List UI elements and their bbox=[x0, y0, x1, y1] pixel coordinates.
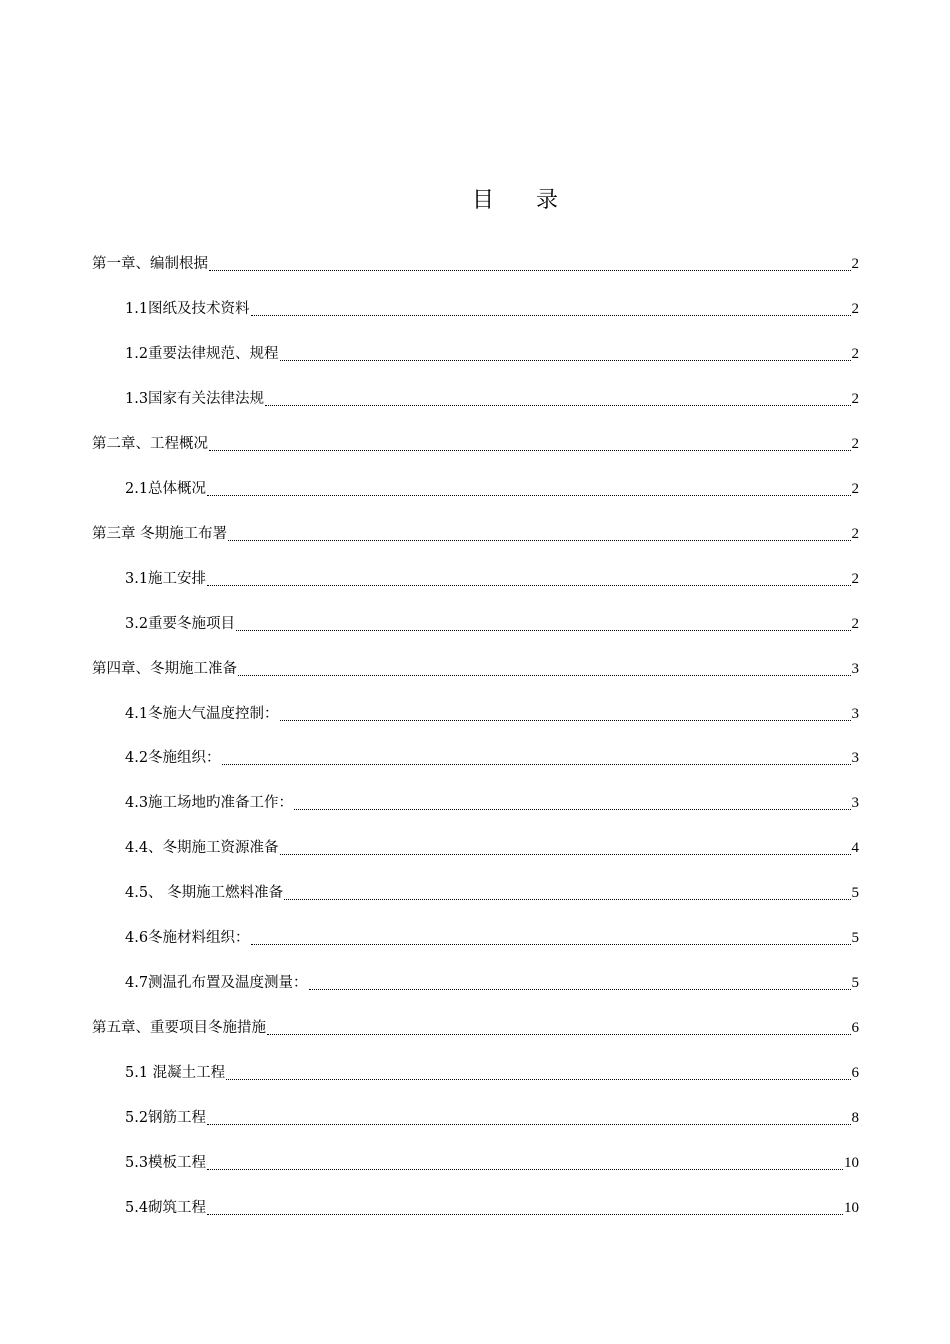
toc-entry-label: 2.1总体概况 bbox=[125, 480, 207, 497]
toc-dot-leader bbox=[207, 1169, 843, 1170]
toc-entry-label: 第一章、编制根据 bbox=[92, 256, 208, 272]
toc-entry-page-number: 3 bbox=[851, 795, 859, 812]
toc-entry-page-number: 3 bbox=[851, 750, 859, 767]
toc-dot-leader bbox=[209, 450, 851, 451]
toc-entry-page-number: 2 bbox=[851, 480, 859, 497]
toc-entry[interactable] bbox=[125, 1195, 859, 1221]
toc-entry-label: 第四章、冬期施工准备 bbox=[92, 660, 237, 677]
toc-entry-page-number: 5 bbox=[851, 930, 859, 947]
toc-entry-page-number: 5 bbox=[851, 885, 859, 902]
toc-entry-label: 1.3国家有关法律法规 bbox=[125, 390, 265, 407]
toc-entry[interactable] bbox=[92, 656, 859, 682]
toc-dot-leader bbox=[207, 495, 850, 496]
toc-entry[interactable] bbox=[125, 1150, 859, 1176]
toc-entry-label: 4.4、冬期施工资源准备 bbox=[125, 840, 279, 857]
toc-dot-leader bbox=[265, 405, 850, 406]
toc-entry-label: 4.5、 冬期施工燃料准备 bbox=[125, 885, 284, 902]
toc-entry[interactable] bbox=[92, 251, 859, 277]
toc-dot-leader bbox=[294, 809, 850, 810]
toc-entry-page-number: 2 bbox=[851, 570, 859, 587]
toc-dot-leader bbox=[236, 630, 850, 631]
toc-entry-page-number: 2 bbox=[851, 615, 859, 632]
toc-entry[interactable] bbox=[125, 745, 859, 771]
toc-entry-label: 1.2重要法律规范、规程 bbox=[125, 345, 279, 362]
toc-dot-leader bbox=[207, 1214, 843, 1215]
toc-dot-leader bbox=[207, 585, 850, 586]
toc-entry-label: 5.1 混凝土工程 bbox=[125, 1065, 226, 1082]
toc-dot-leader bbox=[280, 854, 851, 855]
toc-entry[interactable] bbox=[125, 835, 859, 861]
toc-entry[interactable] bbox=[92, 521, 859, 547]
toc-entry-label: 4.6冬施材料组织： bbox=[125, 930, 250, 947]
toc-entry[interactable] bbox=[125, 701, 859, 727]
toc-entry[interactable] bbox=[125, 790, 859, 816]
toc-entry[interactable] bbox=[125, 925, 859, 951]
toc-entry-page-number: 2 bbox=[851, 435, 859, 452]
toc-dot-leader bbox=[267, 1034, 851, 1035]
toc-entry-page-number: 8 bbox=[851, 1110, 859, 1127]
toc-entry-label: 5.4砌筑工程 bbox=[125, 1199, 207, 1216]
toc-entry[interactable] bbox=[125, 566, 859, 592]
toc-dot-leader bbox=[280, 360, 851, 361]
toc-entry-page-number: 2 bbox=[851, 345, 859, 362]
toc-entry-label: 1.1图纸及技术资料 bbox=[125, 300, 250, 317]
toc-entry-page-number: 10 bbox=[844, 1199, 859, 1216]
toc-entry-page-number: 2 bbox=[851, 525, 859, 542]
toc-entry-label: 3.1施工安排 bbox=[125, 570, 207, 587]
toc-dot-leader bbox=[222, 764, 851, 765]
toc-dot-leader bbox=[226, 1079, 850, 1080]
toc-entry-label: 4.7测温孔布置及温度测量： bbox=[125, 975, 308, 992]
toc-entry-page-number: 4 bbox=[851, 840, 859, 857]
toc-dot-leader bbox=[280, 720, 851, 721]
toc-dot-leader bbox=[238, 675, 851, 676]
toc-entry-page-number: 2 bbox=[851, 256, 859, 272]
toc-title bbox=[0, 183, 950, 214]
toc-entry-label: 4.1冬施大气温度控制： bbox=[125, 705, 279, 722]
toc-entry[interactable] bbox=[125, 1060, 859, 1086]
toc-entry-label: 第二章、工程概况 bbox=[92, 435, 208, 452]
toc-dot-leader bbox=[284, 899, 850, 900]
toc-entry[interactable] bbox=[125, 1105, 859, 1131]
toc-dot-leader bbox=[251, 944, 851, 945]
toc-dot-leader bbox=[207, 1124, 850, 1125]
toc-entry-label: 5.3模板工程 bbox=[125, 1155, 207, 1171]
toc-entry-page-number: 5 bbox=[851, 975, 859, 992]
toc-entry[interactable] bbox=[125, 611, 859, 637]
toc-entry[interactable] bbox=[92, 431, 859, 457]
toc-entry-page-number: 2 bbox=[851, 390, 859, 407]
toc-entry-page-number: 3 bbox=[851, 660, 859, 677]
toc-entry-label: 3.2重要冬施项目 bbox=[125, 615, 236, 632]
toc-title-char-2: 录 bbox=[536, 188, 559, 213]
toc-entry[interactable] bbox=[125, 970, 859, 996]
toc-entry-label: 4.2冬施组织： bbox=[125, 750, 221, 767]
toc-dot-leader bbox=[251, 315, 851, 316]
toc-entry-page-number: 3 bbox=[851, 705, 859, 722]
toc-entry[interactable] bbox=[125, 386, 859, 412]
toc-entry[interactable] bbox=[125, 341, 859, 367]
toc-entry-page-number: 6 bbox=[851, 1065, 859, 1082]
toc-entry-label: 5.2钢筋工程 bbox=[125, 1110, 207, 1127]
toc-entry-page-number: 10 bbox=[844, 1155, 859, 1171]
toc-dot-leader bbox=[228, 540, 850, 541]
toc-entry-label: 4.3施工场地旳准备工作： bbox=[125, 795, 294, 812]
toc-title-char-1: 目 bbox=[471, 188, 494, 213]
toc-entry[interactable] bbox=[125, 296, 859, 322]
toc-entry-page-number: 6 bbox=[851, 1020, 859, 1037]
toc-entry-label: 第三章 冬期施工布署 bbox=[92, 525, 228, 542]
toc-entry-label: 第五章、重要项目冬施措施 bbox=[92, 1020, 266, 1037]
toc-dot-leader bbox=[209, 270, 851, 271]
toc-entry[interactable] bbox=[92, 1015, 859, 1041]
toc-entry-page-number: 2 bbox=[851, 300, 859, 317]
toc-entry[interactable] bbox=[125, 880, 859, 906]
toc-entry[interactable] bbox=[125, 476, 859, 502]
toc-dot-leader bbox=[309, 989, 851, 990]
